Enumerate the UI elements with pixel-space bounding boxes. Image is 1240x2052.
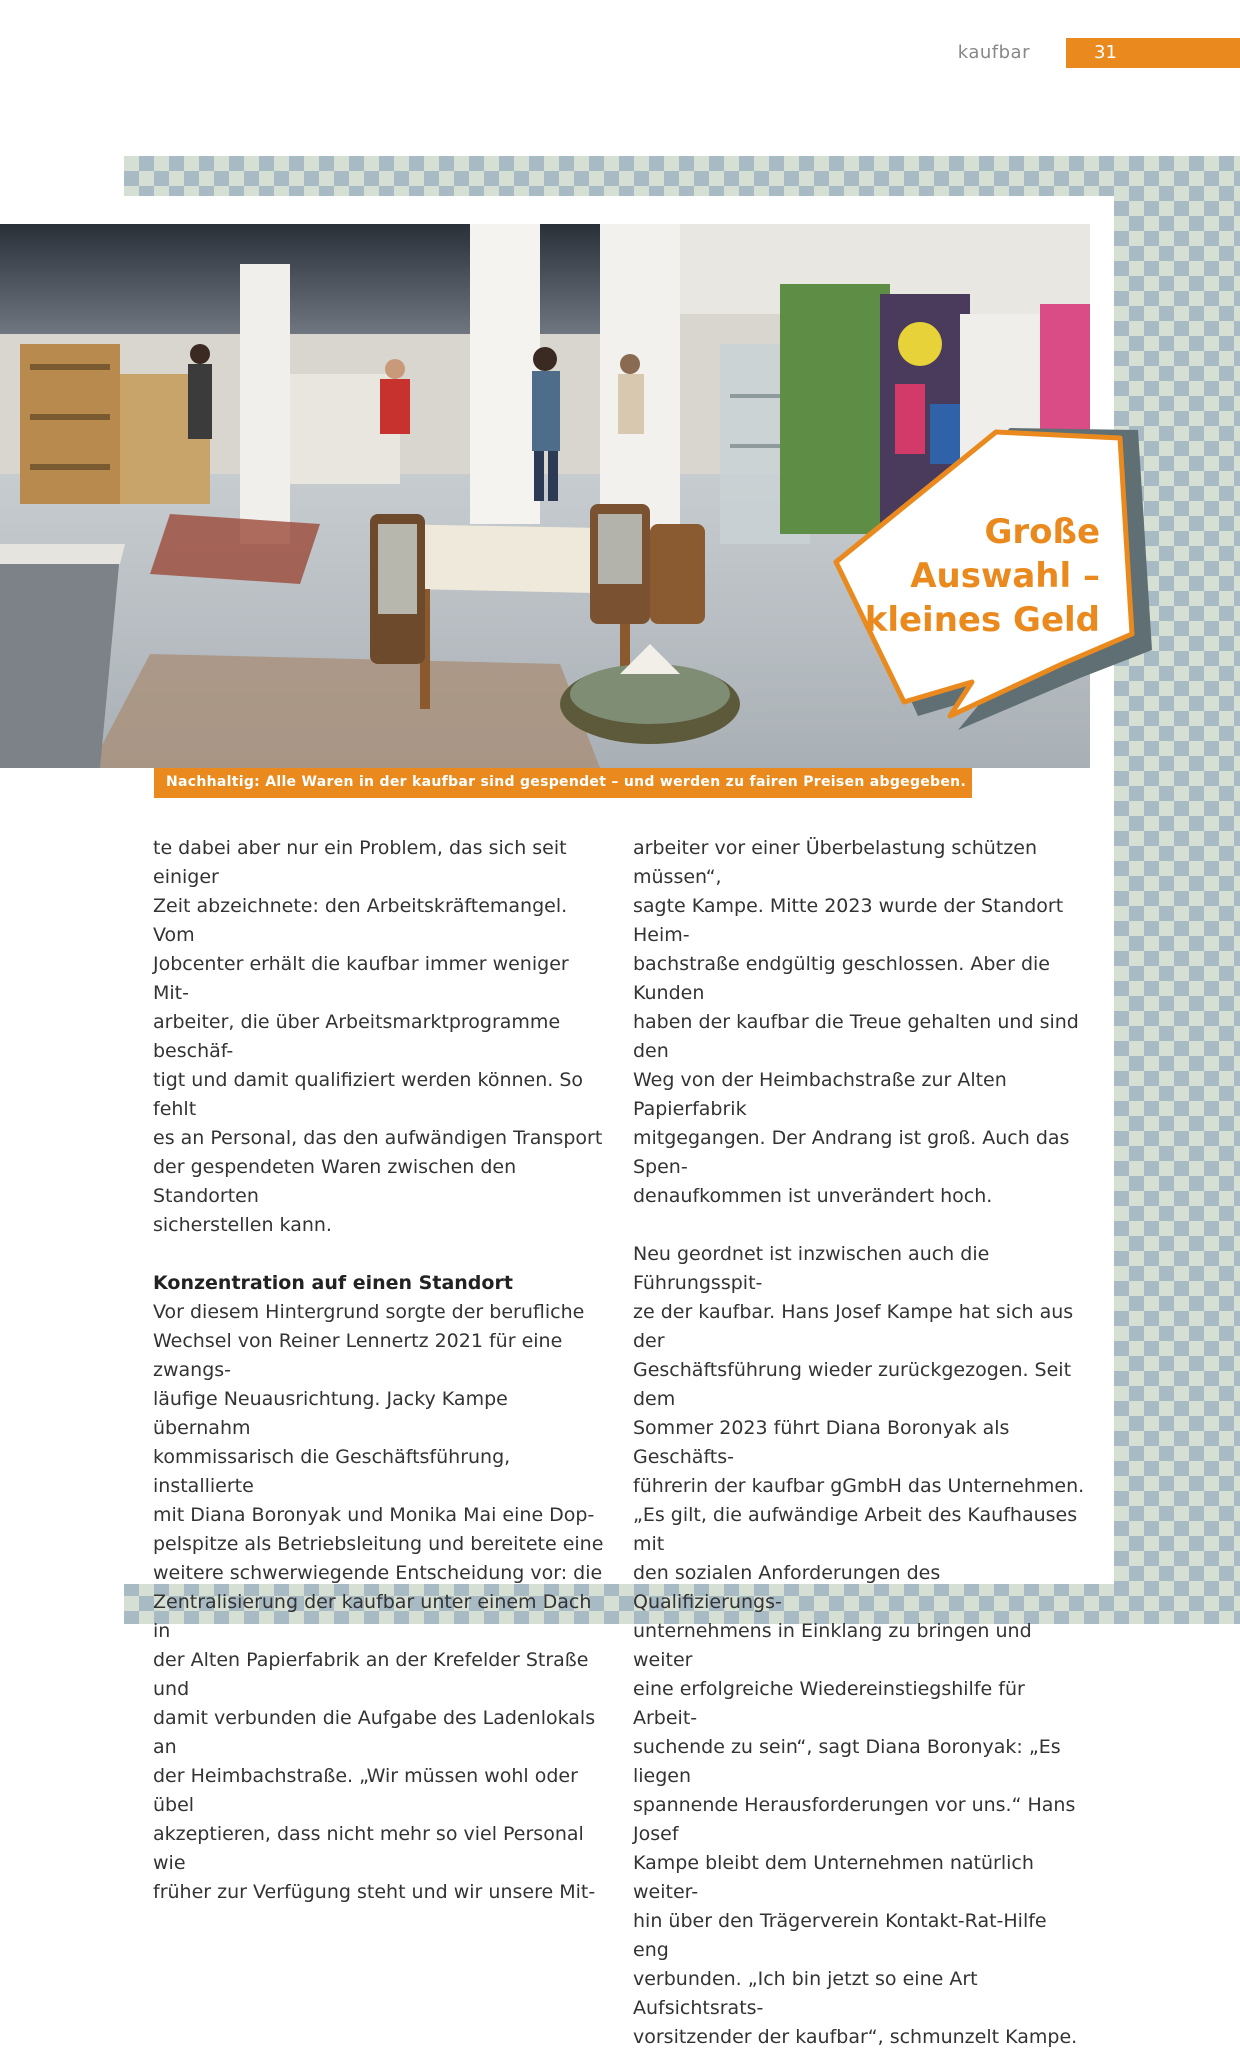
page-number: 31: [1094, 42, 1117, 63]
article-paragraph: arbeiter vor einer Überbelastung schützen müssen“, sagte Kampe. Mitte 2023 wurde der Standort Heim- bachstraße endgültig geschlossen. Aber die Kunden haben der kaufbar die Treue gehalten und sind den Weg von der Heimbachstraße zur Alten Papierfabrik mitgegangen. Der Andrang ist groß. Auch das Spen- denaufkommen ist unverändert hoch.: [633, 837, 1079, 1207]
article-column-left: [153, 834, 608, 1907]
bubble-headline-line-1: Große: [984, 512, 1100, 552]
bubble-headline: [820, 510, 1100, 642]
running-header-label: kaufbar: [957, 42, 1030, 63]
article-paragraph: te dabei aber nur ein Problem, das sich seit einiger Zeit abzeichnete: den Arbeitskräftemangel. Vom Jobcenter erhält die kaufbar immer weniger Mit- arbeiter, die über Arbeitsmarktprogramme beschäf- tigt und damit qualifiziert werden können. So fehlt es an Personal, das den aufwändigen Transport der gespendeten Waren zwischen den Standorten sicherstellen kann.: [153, 837, 603, 1236]
page-number-bar: [1066, 38, 1240, 68]
article-column-right: [633, 834, 1088, 2052]
article-subheading: Konzentration auf einen Standort: [153, 1272, 513, 1294]
bubble-headline-line-3: kleines Geld: [864, 600, 1100, 640]
article-paragraph: Neu geordnet ist inzwischen auch die Führungsspit- ze der kaufbar. Hans Josef Kampe hat sich aus der Geschäftsführung wieder zurückgezogen. Seit dem Sommer 2023 führt Diana Boronyak als Geschäfts- führerin der kaufbar gGmbH das Unternehmen. „Es gilt, die aufwändige Arbeit des Kaufhauses mit den sozialen Anforderungen des Qualifizierungs- unternehmens in Einklang zu bringen und weiter eine erfolgreiche Wiedereinstiegshilfe für Arbeit- suchende zu sein“, sagt Diana Boronyak: „Es liegen spannende Herausforderungen vor uns.“ Hans Josef Kampe bleibt dem Unternehmen natürlich weiter- hin über den Trägerverein Kontakt-Rat-Hilfe eng verbunden. „Ich bin jetzt so eine Art Aufsichtsrats- vorsitzender der kaufbar“, schmunzelt Kampe.: [633, 1243, 1085, 2048]
photo-caption: Nachhaltig: Alle Waren in der kaufbar sind gespendet – und werden zu fairen Preisen abgegeben.: [166, 774, 967, 790]
bubble-headline-line-2: Auswahl –: [910, 556, 1100, 596]
article-paragraph: Vor diesem Hintergrund sorgte der berufliche Wechsel von Reiner Lennertz 2021 für eine zwangs- läufige Neuausrichtung. Jacky Kampe übernahm kommissarisch die Geschäftsführung, installierte mit Diana Boronyak und Monika Mai eine Dop- pelspitze als Betriebsleitung und bereitete eine weitere schwerwiegende Entscheidung vor: die Zentralisierung der kaufbar unter einem Dach in der Alten Papierfabrik an der Krefelder Straße und damit verbunden die Aufgabe des Ladenlokals an der Heimbachstraße. „Wir müssen wohl oder übel akzeptieren, dass nicht mehr so viel Personal wie früher zur Verfügung steht und wir unsere Mit-: [153, 1301, 604, 1903]
